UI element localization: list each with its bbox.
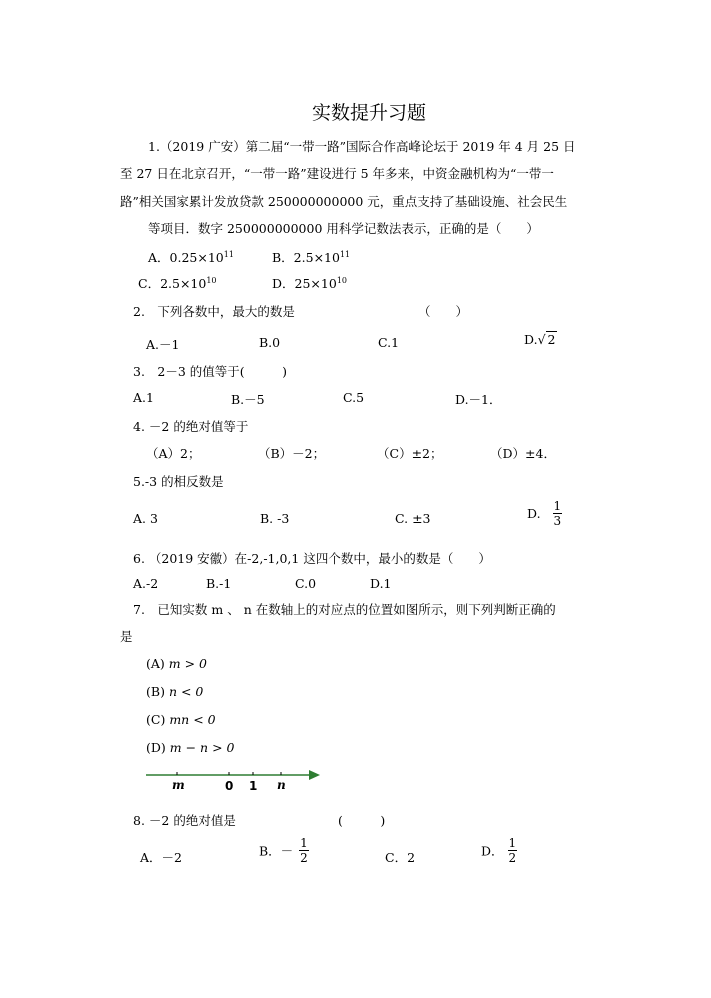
q1-option-c-text: C．2.5×10	[138, 276, 207, 291]
q7-option-a-expression: m > 0	[168, 656, 207, 671]
q7-line-1: 7. 已知实数 m 、 n 在数轴上的对应点的位置如图所示，则下列判断正确的	[133, 602, 556, 617]
q5-option-c: C. ±3	[395, 511, 431, 526]
q8-option-b-denominator: 2	[300, 851, 308, 865]
q7-option-b	[146, 684, 203, 699]
axis-label-0: 0	[225, 779, 234, 793]
q1-option-c	[138, 274, 217, 292]
q6-option-d: D.1	[370, 576, 392, 591]
q8-option-d	[481, 836, 517, 865]
q6-option-c: C.0	[295, 576, 317, 591]
q1-option-b-text: B．2.5×10	[272, 250, 340, 265]
q7-option-c-label: (C)	[146, 712, 166, 727]
q8-option-d-numerator: 1	[508, 836, 517, 850]
q4-option-c: （C）±2；	[377, 446, 443, 461]
q3-option-d: D.－1．	[455, 392, 502, 407]
q2-option-b: B.0	[259, 335, 281, 350]
q5-option-d-fraction	[553, 499, 563, 528]
q7-option-a	[146, 656, 207, 671]
axis-label-n: n	[277, 778, 286, 792]
q8-option-c: C．2	[385, 850, 416, 865]
q1-line-1: 1.（2019 广安）第二届“一带一路”国际合作高峰论坛于 2019 年 4 月 25 日	[148, 139, 576, 154]
q6-stem: 6. （2019 安徽）在-2,-1,0,1 这四个数中，最小的数是（ ）	[133, 551, 491, 566]
q7-option-b-expression: n < 0	[168, 684, 204, 699]
q2-option-d-radicand: 2	[547, 332, 556, 347]
q7-option-d-expression: m − n > 0	[169, 740, 235, 755]
q7-option-b-label: (B)	[146, 684, 165, 699]
q2-option-a: A.－1	[146, 337, 180, 352]
q3-option-c: C.5	[343, 390, 365, 405]
q6-option-a: A.-2	[133, 576, 159, 591]
q1-option-d	[272, 274, 347, 292]
q4-stem: 4. －2 的绝对值等于	[133, 419, 249, 434]
q8-option-d-label: D．	[481, 843, 504, 859]
q8-option-d-fraction	[508, 836, 518, 865]
q8-option-b-label: B．－	[259, 843, 294, 859]
page-title: 实数提升习题	[312, 102, 427, 124]
q8-answer-bracket: ( )	[338, 813, 386, 828]
axis-label-1: 1	[249, 779, 258, 793]
q5-option-b: B. -3	[260, 511, 290, 526]
q1-option-a-exponent: 11	[223, 249, 234, 259]
q7-option-a-label: (A)	[146, 656, 165, 671]
q5-option-d-label: D.	[527, 506, 541, 521]
q6-option-b: B.-1	[206, 576, 232, 591]
square-root-symbol: √ 2	[537, 332, 556, 347]
q7-line-2: 是	[120, 629, 133, 644]
q2-option-d-label: D.	[524, 332, 538, 347]
q8-option-b	[259, 836, 309, 865]
q1-option-a-text: A．0.25×10	[148, 250, 224, 265]
q8-option-a: A．－2	[140, 850, 182, 865]
q1-line-3: 路”相关国家累计发放贷款 250000000000 元，重点支持了基础设施、社会民生	[120, 194, 568, 209]
q5-option-a: A. 3	[133, 511, 158, 526]
q4-option-b: （B）－2；	[258, 446, 326, 461]
q7-option-c	[146, 712, 216, 727]
q3-option-b: B.－5	[231, 392, 265, 407]
q5-option-d-denominator: 3	[553, 514, 562, 528]
q4-option-a: （A）2；	[146, 446, 201, 461]
number-line-diagram	[140, 765, 330, 797]
q1-line-2: 至 27 日在北京召开，“一带一路”建设进行 5 年多来，中资金融机构为“一带一	[120, 166, 554, 181]
q1-option-b	[272, 248, 350, 266]
q2-answer-bracket: （ ）	[418, 304, 469, 319]
q7-option-d	[146, 740, 234, 755]
axis-label-m: m	[172, 778, 185, 792]
q5-stem: 5.-3 的相反数是	[133, 474, 224, 489]
q8-option-b-numerator: 1	[300, 836, 308, 850]
q7-option-d-label: (D)	[146, 740, 166, 755]
q1-option-a	[148, 248, 234, 266]
q2-stem: 2. 下列各数中，最大的数是	[133, 304, 295, 319]
q7-option-c-expression: mn < 0	[169, 712, 216, 727]
number-line-arrow-icon	[309, 770, 320, 780]
q8-option-b-fraction	[299, 836, 309, 865]
q2-option-c: C.1	[378, 335, 400, 350]
q3-stem: 3. 2－3 的值等于( )	[133, 364, 288, 379]
q8-option-d-denominator: 2	[508, 851, 517, 865]
q1-option-d-exponent: 10	[336, 275, 347, 285]
q8-stem: 8. －2 的绝对值是	[133, 813, 236, 828]
q2-option-d	[524, 332, 557, 347]
q1-option-b-exponent: 11	[339, 249, 351, 259]
q3-option-a: A.1	[133, 390, 154, 405]
q5-option-d-numerator: 1	[553, 499, 562, 513]
q1-line-4: 等项目．数字 250000000000 用科学记数法表示，正确的是（ ）	[148, 221, 539, 236]
q5-option-d	[527, 499, 562, 528]
q1-option-c-exponent: 10	[206, 275, 217, 285]
q1-option-d-text: D．25×10	[272, 276, 337, 291]
q4-option-d: （D）±4．	[490, 446, 556, 461]
